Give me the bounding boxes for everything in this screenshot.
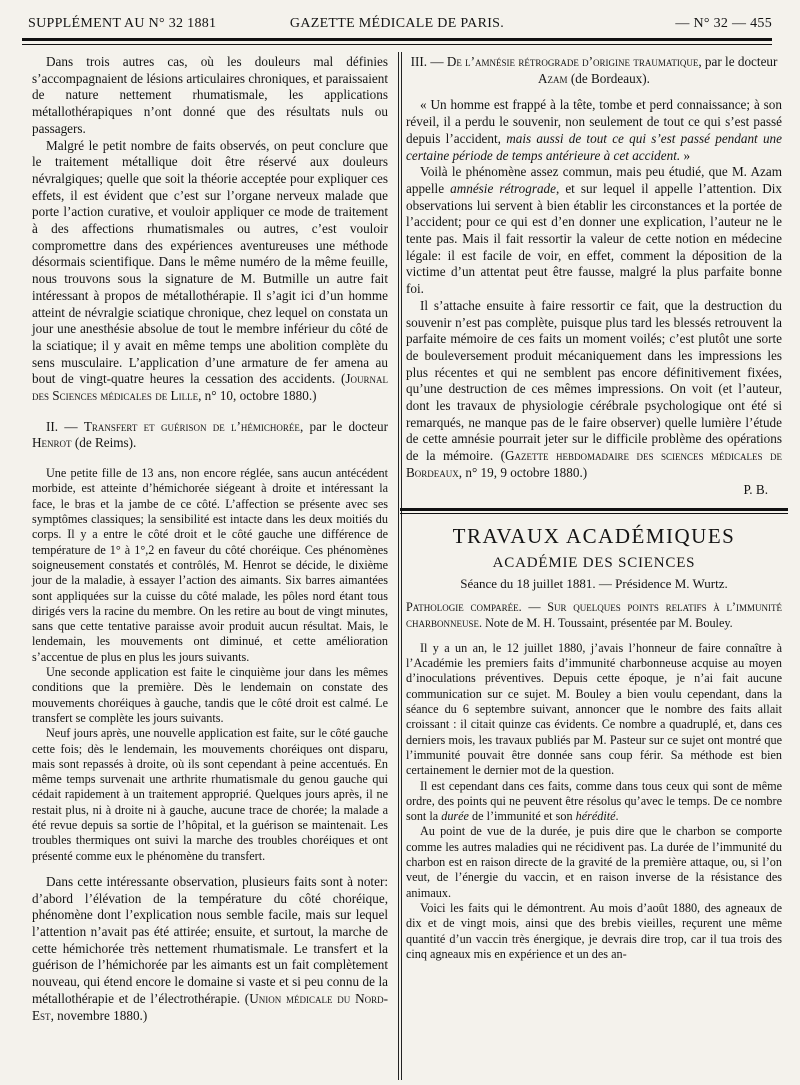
paragraph: Au point de vue de la durée, je puis dire que le charbon se comporte comme les autres maladies qui ne récidivent pas. La durée de l’immunité du charbon est en raison directe de la gravité de la première attaque, ou, si l’on veut, de l’énergie du vaccin, et en raison inverse de la résistance des animaux. — [406, 824, 782, 900]
section-heading: II. — Transfert et guérison de l’hémichorée, par le docteur Henrot (de Reims). — [32, 418, 389, 451]
paragraph: Une petite fille de 13 ans, non encore réglée, sans aucun antécédent morbide, est atteinte d’hémichorée siégeant à droite et intéressant la face, le bras et la jambe de ce côté. L’affection se présente avec ses symptômes classiques; la sensibilité est intacte dans les deux moitiés du corps. Il y a entre le côté droit et le côté gauche une différence de température de 1° à 1°,2 en faveur du côté choréique. Ces phénomènes soigneusement constatés et contrôlés, M. Henrot se décide, le dixième jour de la maladie, à essayer l’action des aimants. Six barres aimantées sont appliquées sur la cuisse du côté malade, les pôles nord étant tous dirigés vers la racine du membre. On les retire au bout de vingt minutes, sans que cette tentative paraisse avoir produit aucun résultat. Mais, le lendemain, les mouvements ont diminué, et cette amélioration s’accentue de plus en plus les jours suivants. — [32, 466, 388, 664]
academy-title: ACADÉMIE DES SCIENCES — [492, 555, 696, 572]
page-header — [22, 10, 772, 34]
paragraph: Dans cette intéressante observation, plusieurs faits sont à noter: d’abord l’élévation de la température du côté choréique, phénomène dont l’explication nous semble facile, mais sur lequel l’attention n’avait pas été attirée; ensuite, et surtout, la marche de cette hémichorée très nettement rhumatismale. Le transfert et la guérison de l’hémichorée par les aimants est un fait complètement nouveau, qui étend encore le domaine si vaste et si peu connu de la métallothérapie et de l’électrothérapie. (Union médicale du Nord-Est, novembre 1880.) — [32, 873, 388, 1023]
signature: P. B. — [743, 481, 768, 497]
paragraph: Voilà le phénomène assez commun, mais peu étudié, que M. Azam appelle amnésie rétrograde, et sur lequel il appelle l’attention. Dix observations lui servent à bien établir les circonstances et la portée de l’accident; pour ce qui est d’en donner une explication, l’auteur ne le tente pas. Mais il fait ressortir la valeur de cette notion en médecine légale: il est facile de voir, en effet, comment la déposition de la victime d’un attentat peut être fausse, malgré la plus parfaite bonne foi. — [406, 164, 782, 297]
section-rule-thick — [400, 508, 788, 511]
section-rule-thin — [400, 513, 788, 514]
paragraph: Il est cependant dans ces faits, comme dans tous ceux qui sont de même ordre, des points qui ne peuvent être résolus qu’avec le temps. De ce nombre sont la durée de l’immunité et son hérédité. — [406, 778, 782, 824]
paragraph: Voici les faits qui le démontrent. Au mois d’août 1880, des agneaux de dix et de vingt mois, ainsi que des brebis vieilles, reçurent une même quantité d’un vaccin très énergique, je devrais dire trop, car il tua trois des cinq agneaux mis en expérience et un des an- — [406, 900, 782, 961]
source-citation: Journal des Sciences médicales de Lille — [32, 371, 388, 404]
article-heading: Pathologie comparée. — Sur quelques points relatifs à l’immunité charbonneuse. Note de M. H. Toussaint, présentée par M. Bouley. — [406, 600, 782, 630]
paragraph: Il s’attache ensuite à faire ressortir ce fait, que la destruction du souvenir n’est pas complète, puisque plus tard les blessés retrouvent la parfaite mémoire de ces faits un moment voilés; c’est plutôt une sorte de bouleversement produit mécaniquement dans les impressions les plus récentes et qui ne semblent pas encore définitivement fixées, qu’une destruction de ces mêmes impressions. On voit (et l’auteur, dont les travaux de physiologie cérébrale psychologique ont été si remarqués, ne manque pas de le faire observer) quelle lumière l’étude de cette amnésie pourrait jeter sur le difficile problème des opérations de la mémoire. (Gazette hebdomadaire des sciences médicales de Bordeaux, n° 19, 9 octobre 1880.) — [406, 297, 782, 480]
right-column — [406, 54, 782, 962]
paragraph: Une seconde application est faite le cinquième jour dans les mêmes conditions que la première. Dès le lendemain on constate des mouvements choréiques à gauche, tandis que le côté droit est calmé. Le transfert se complète les jours suivants. — [32, 665, 388, 725]
quotation: « Un homme est frappé à la tête, tombe et perd connaissance; à son réveil, il a perdu le souvenir, non seulement de tout ce qui s’est passé depuis l’accident, mais aussi de tout ce qui s’est passé pendant une certaine période de temps antérieure à cet accident. » — [406, 97, 782, 163]
session-date: Séance du 18 juillet 1881. — Présidence M. Wurtz. — [460, 576, 728, 592]
header-rule-thin — [22, 44, 772, 45]
paragraph: Neuf jours après, une nouvelle application est faite, sur le côté gauche cette fois; dès le lendemain, les mouvements choréiques ont disparu, mais sont repassés à droite, où ils sont cependant à peine accentués. En même temps survenait une arthrite rhumatismale du genou gauche qui cédait rapidement à un traitement approprié. Quelques jours après, il ne restait plus, ni à droite ni à gauche, aucune trace de chorée; la malade a été revue depuis sa sortie de l’hôpital, et la guérison se maintenait. Les troubles thermiques ont suivi la marche des troubles choréiques et ont présenté comme eux le phénomène du transfert. — [32, 726, 388, 863]
column-divider-inner — [401, 52, 402, 1080]
header-journal-title: GAZETTE MÉDICALE DE PARIS. — [289, 16, 505, 31]
section-title: TRAVAUX ACADÉMIQUES — [452, 524, 736, 549]
source-citation: Gazette hebdomadaire des sciences médicales de Bordeaux — [406, 448, 782, 480]
header-rule-thick — [22, 38, 772, 41]
left-column — [32, 54, 388, 1024]
column-divider — [398, 52, 399, 1080]
author-name: Henrot — [32, 435, 72, 451]
section-heading: III. — De l’amnésie rétrograde d’origine traumatique, par le docteur Azam (de Bordeaux). — [410, 54, 778, 86]
paragraph: Il y a un an, le 12 juillet 1880, j’avais l’honneur de faire connaître à l’Académie les premiers faits d’immunité charbonneuse acquise au moyen d’inoculations préventives. Depuis cette époque, je n’ai fait aucune communication sur ce sujet. M. Bouley a bien voulu cependant, dans la séance du 6 septembre suivant, annoncer que le nombre des faits allait croissant : il citait quinze cas évidents. Ce nombre a quadruplé, et, dans ces derniers mois, les travaux publiés par M. Pasteur sur ce sujet ont montré que l’immunité pouvait être donnée sans coup férir. Sa méthode est bien certainement le dernier mot de la question. — [406, 640, 782, 778]
paragraph: Dans trois autres cas, où les douleurs mal définies s’accompagnaient de lésions articulaires chroniques, et paraissaient de nature nettement rhumatismale, les applications métallothérapiques n’ont donné que des résultats nuls ou passagers. — [32, 54, 388, 136]
paragraph: Malgré le petit nombre de faits observés, on peut conclure que le traitement métallique doit être réservé aux douleurs névralgiques; quelle que soit la théorie acceptée pour expliquer ces effets, il est évident que c’est sur l’organe nerveux malade que porte l’action curative, et vouloir appliquer ce mode de traitement à des affections rhumatismales ou autres, c’est vouloir compromettre dans des expériences aventureuses une méthode désormais scientifique. Dans le même numéro de la même feuille, nous trouvons sous la signature de M. Butmille un autre fait intéressant à propos de métallothérapie. Il s’agit ici d’un homme atteint de névralgie sciatique chronique, chez lequel on constata un jour une anesthésie absolue de tout le membre inférieur du côté de la sciatique; il y avait en même temps une abolition complète du sens musculaire. L’application d’une armature de fer amena au bout de vingt-quatre heures la cessation des accidents. (Journal des Sciences médicales de Lille, n° 10, octobre 1880.) — [32, 137, 388, 404]
author-name: Azam — [538, 70, 568, 86]
source-citation: Union médicale du Nord-Est — [32, 990, 388, 1023]
header-page-number: — N° 32 — 455 — [675, 16, 772, 31]
header-supplement: SUPPLÉMENT AU N° 32 1881 — [28, 16, 217, 31]
